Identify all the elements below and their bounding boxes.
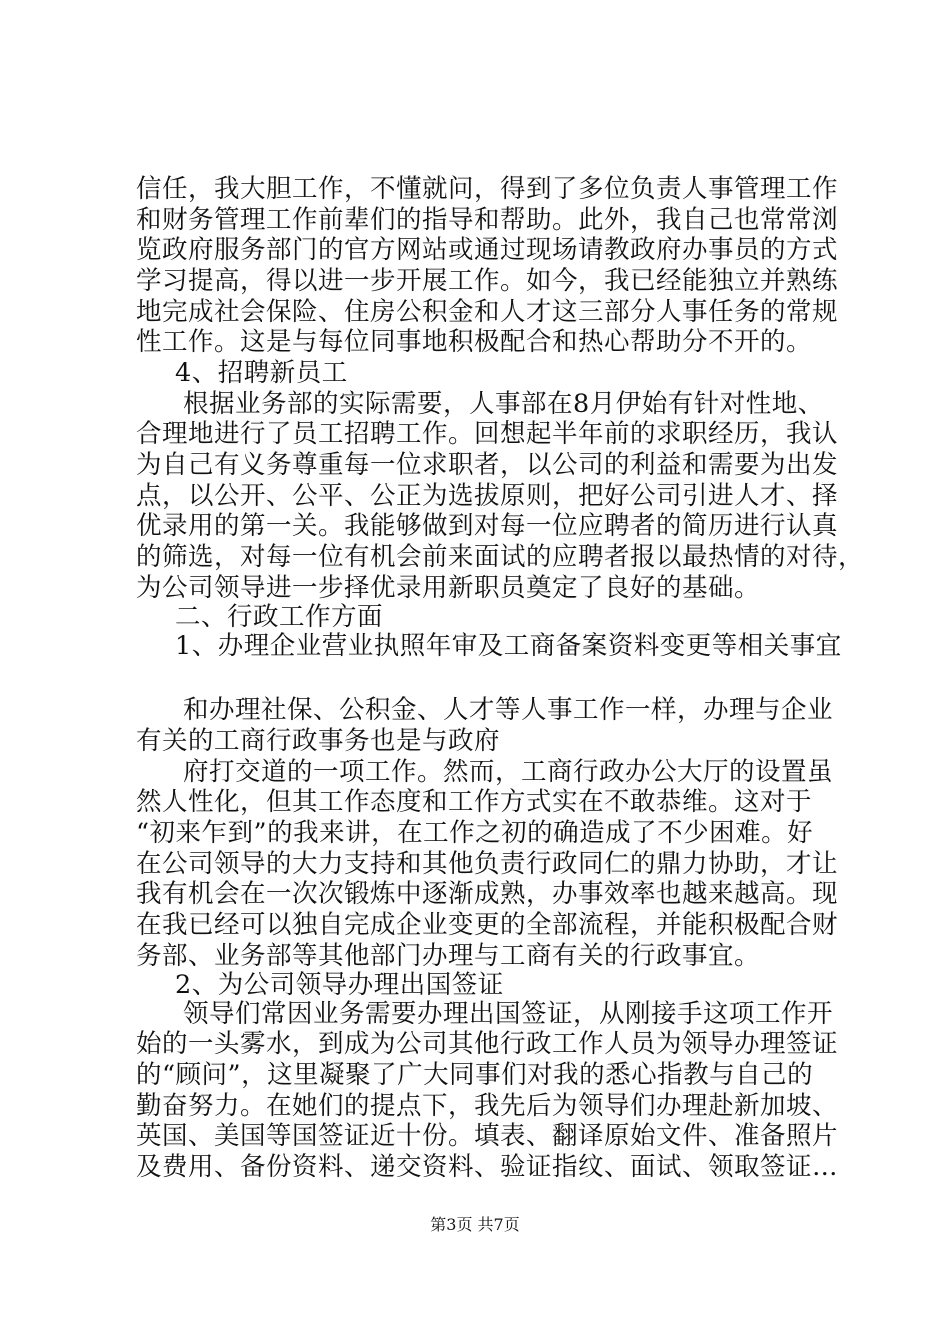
text-line: 府打交道的一项工作。然而，工商行政办公大厅的设置虽 <box>183 757 834 787</box>
text-line: 在公司领导的大力支持和其他负责行政同仁的鼎力协助，才让 <box>136 849 839 879</box>
text-line: 有关的工商行政事务也是与政府 <box>136 726 501 756</box>
text-line: 始的一头雾水，到成为公司其他行政工作人员为领导办理签证 <box>136 1029 839 1059</box>
page-number-footer: 第3页 共7页 <box>430 1215 520 1234</box>
section-heading: 1、办理企业营业执照年审及工商备案资料变更等相关事宜 <box>175 631 842 661</box>
text-line: 合理地进行了员工招聘工作。回想起半年前的求职经历，我认 <box>136 419 839 449</box>
text-line: 及费用、备份资料、递交资料、验证指纹、面试、领取签证… <box>136 1152 839 1182</box>
text-line: 根据业务部的实际需要，人事部在8月伊始有针对性地、 <box>183 389 824 419</box>
text-line: 性工作。这是与每位同事地积极配合和热心帮助分不开的。 <box>136 327 813 357</box>
text-line: 领导们常因业务需要办理出国签证，从刚接手这项工作开 <box>183 999 834 1029</box>
text-line: 和财务管理工作前辈们的指导和帮助。此外，我自己也常常浏 <box>136 205 839 235</box>
section-heading: 2、为公司领导办理出国签证 <box>175 970 504 1000</box>
text-line: 英国、美国等国签证近十份。填表、翻译原始文件、准备照片 <box>136 1121 839 1151</box>
text-line: 在我已经可以独自完成企业变更的全部流程，并能积极配合财 <box>136 910 839 940</box>
text-line: 信任，我大胆工作，不懂就问，得到了多位负责人事管理工作 <box>136 174 839 204</box>
text-line: 为公司领导进一步择优录用新职员奠定了良好的基础。 <box>136 573 761 603</box>
text-line: 和办理社保、公积金、人才等人事工作一样，办理与企业 <box>183 695 834 725</box>
text-line: 学习提高，得以进一步开展工作。如今，我已经能独立并熟练 <box>136 266 839 296</box>
text-line: 然人性化，但其工作态度和工作方式实在不敢恭维。这对于 <box>136 787 813 817</box>
section-heading: 二、行政工作方面 <box>175 602 384 632</box>
section-heading: 4、招聘新员工 <box>175 358 348 388</box>
text-line: 点，以公开、公平、公正为选拔原则，把好公司引进人才、择 <box>136 481 839 511</box>
text-line: 务部、业务部等其他部门办理与工商有关的行政事宜。 <box>136 941 761 971</box>
text-line: 地完成社会保险、住房公积金和人才这三部分人事任务的常规 <box>136 297 839 327</box>
text-line: 优录用的第一关。我能够做到对每一位应聘者的简历进行认真 <box>136 511 839 541</box>
text-line: 的筛选，对每一位有机会前来面试的应聘者报以最热情的对待， <box>136 542 865 572</box>
text-line: 勤奋努力。在她们的提点下，我先后为领导们办理赴新加坡、 <box>136 1091 839 1121</box>
text-line: 的“顾问”，这里凝聚了广大同事们对我的悉心指教与自己的 <box>136 1060 814 1090</box>
text-line: 为自己有义务尊重每一位求职者，以公司的利益和需要为出发 <box>136 450 839 480</box>
text-line: “初来乍到”的我来讲，在工作之初的确造成了不少困难。好 <box>136 818 814 848</box>
text-line: 我有机会在一次次锻炼中逐渐成熟，办事效率也越来越高。现 <box>136 879 839 909</box>
text-line: 览政府服务部门的官方网站或通过现场请教政府办事员的方式 <box>136 235 839 265</box>
